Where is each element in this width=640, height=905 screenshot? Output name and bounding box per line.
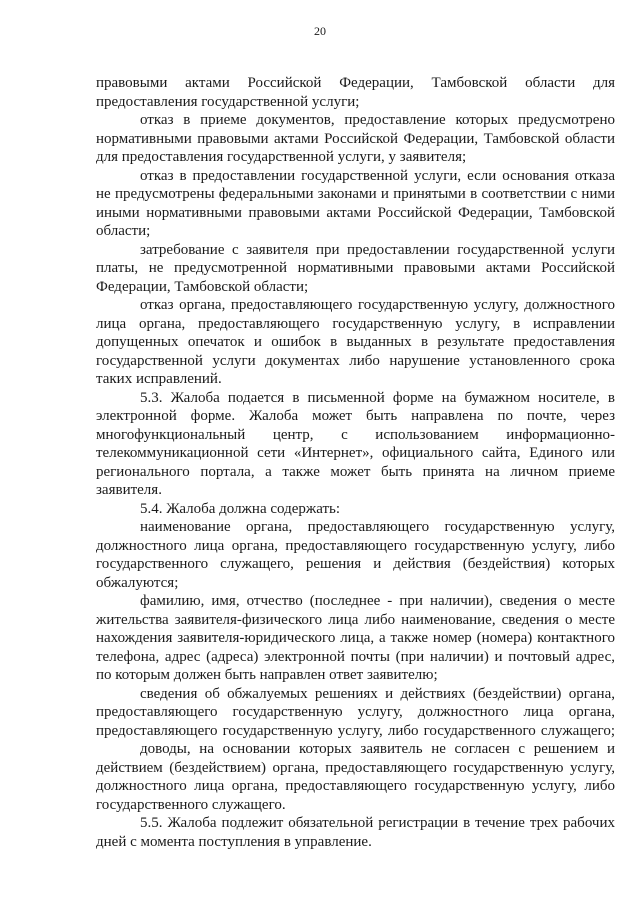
text-line: телефона, адрес (адреса) электронной почты (при наличии) и почтовый адрес, <box>96 648 615 665</box>
page-number: 20 <box>314 24 326 38</box>
text-line: 5.5. Жалоба подлежит обязательной регистрации в течение трех рабочих <box>140 815 615 831</box>
text-line: электронной форме. Жалоба может быть направлена по почте, через <box>96 408 615 424</box>
text-line: иными нормативными правовыми актами Российской Федерации, Тамбовской <box>96 204 615 221</box>
text-line: предоставляющего государственную услугу, либо государственного служащего; <box>96 722 615 739</box>
text-line: должностного лица органа, предоставляющего государственную услугу, либо <box>96 537 615 554</box>
text-line: заявителя. <box>96 482 162 498</box>
text-line: 5.4. Жалоба должна содержать: <box>140 500 341 517</box>
text-line: доводы, на основании которых заявитель не согласен с решением и <box>140 741 615 757</box>
text-line: сведения об обжалуемых решениях и действиях (бездействии) органа, <box>140 685 615 702</box>
text-line: затребование с заявителя при предоставлении государственной услуги <box>140 241 615 258</box>
text-line: лица органа, предоставляющего государственную услугу, в исправлении <box>96 315 615 332</box>
text-line: государственного служащего. <box>96 796 286 813</box>
text-line: телекоммуникационной сети «Интернет», официального сайта, Единого или <box>96 445 615 461</box>
text-line: нахождения заявителя-юридического лица, а также номер (номера) контактного <box>96 630 615 646</box>
text-line: государственного служащего, решения и действия (бездействия) которых <box>96 556 615 572</box>
text-line: отказ в приеме документов, предоставление которых предусмотрено <box>140 112 615 128</box>
text-line: действием (бездействием) органа, предоставляющего государственную услугу, <box>96 759 615 776</box>
text-line: должностного лица органа, предоставляющего государственную услугу, либо <box>96 778 615 794</box>
text-line: предоставления государственной услуги; <box>96 93 360 110</box>
text-line: государственной услуги документах либо нарушение установленного срока <box>96 352 615 369</box>
text-line: предоставляющего государственную услугу, должностного лица органа, <box>96 704 615 720</box>
text-line: обжалуются; <box>96 574 179 591</box>
text-line: жительства заявителя-физического лица либо наименование, сведения о месте <box>96 611 615 628</box>
text-line: по которым должен быть направлен ответ заявителю; <box>96 667 438 683</box>
text-line: области; <box>96 223 151 239</box>
text-line: для предоставления государственной услуги, у заявителя; <box>96 149 467 165</box>
text-line: Федерации, Тамбовской области; <box>96 278 309 295</box>
text-line: таких исправлений. <box>96 371 222 387</box>
text-line: дней с момента поступления в управление. <box>96 833 372 850</box>
text-line: отказ в предоставлении государственной услуги, если основания отказа <box>140 167 615 184</box>
text-line: не предусмотрены федеральными законами и принятыми в соответствии с ними <box>96 186 615 202</box>
text-line: допущенных опечаток и ошибок в выданных в результате предоставления <box>96 334 615 350</box>
document-body <box>96 74 615 851</box>
text-line: многофункциональный центр, с использованием информационно- <box>96 426 615 443</box>
text-line: регионального портала, а также может быть принята на личном приеме <box>96 463 615 480</box>
text-line: фамилию, имя, отчество (последнее - при наличии), сведения о месте <box>140 593 615 609</box>
text-line: 5.3. Жалоба подается в письменной форме на бумажном носителе, в <box>140 389 615 406</box>
text-line: наименование органа, предоставляющего государственную услугу, <box>140 519 615 535</box>
text-line: нормативными правовыми актами Российской Федерации, Тамбовской области <box>96 130 615 147</box>
text-line: платы, не предусмотренной нормативными правовыми актами Российской <box>96 260 615 276</box>
text-line: отказ органа, предоставляющего государственную услугу, должностного <box>140 297 615 313</box>
text-line: правовыми актами Российской Федерации, Тамбовской области для <box>96 75 615 91</box>
